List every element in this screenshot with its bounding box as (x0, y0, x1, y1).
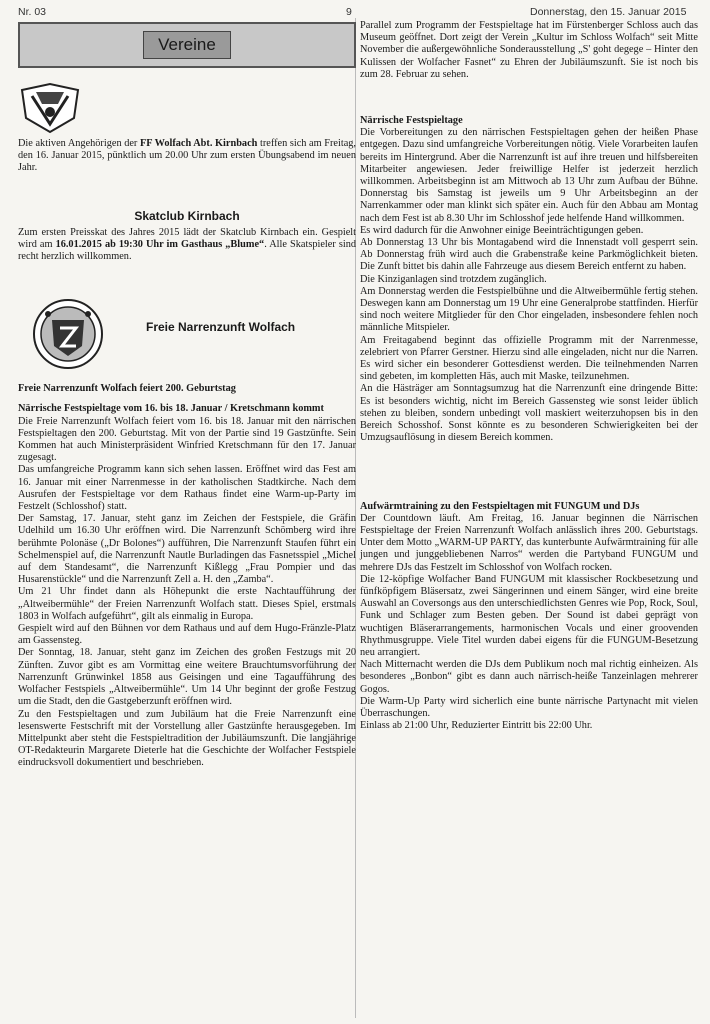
paragraph: Der Sonntag, 18. Januar, steht ganz im Zeichen des großen Festzugs mit 20 Zünften. Zuvor gibt es am Vormittag eine weitere Brauchtumsvorführung der Narrenzunft Grünwinkel 1858 aus Geisingen und eine Tagaufführung des Wolfacher Festspiels „Altweibermühle“. Um 14 Uhr beginnt der große Festzug um die Stadt, den die Gastgeberzunft eröffnen wird. (18, 647, 356, 708)
skatclub-notice (18, 227, 356, 264)
article-body (18, 416, 356, 770)
text-run: . Alle Skatspieler sind recht herzlich willkommen. (18, 238, 356, 263)
paragraph: Das umfangreiche Programm kann sich sehen lassen. Eröffnet wird das Fest am 16. Januar mit einer Narrenmesse in der katholischen Stadtkirche. Nach dem Ausrufen der Festspieltage vor dem Rathaus findet eine Warm-up-Party im Festzelt (Schlosshof) statt. (18, 464, 356, 513)
issue-date: Donnerstag, den 15. Januar 2015 (530, 6, 687, 18)
text-run: 16.01.2015 ab 19:30 Uhr im Gasthaus „Blume“ (55, 238, 265, 250)
narrenzunft-subtitle: Freie Narrenzunft Wolfach feiert 200. Geburtstag (18, 383, 236, 395)
paragraph: Der Samstag, 17. Januar, steht ganz im Zeichen der Festspiele, die Gräfin Udelhild um 16.30 Uhr eröffnen wird. Die Narrenzunft Schömberg wird ihre berühmte Polonäse („Dr Bolones“) aufführen, Die Narrenzunft Staufen führt ein Schelmenspiel auf, die Narrenzunft Nautle Burladingen das Fasnetsspiel „Michel auf dem Standesamt“, die Narrenzunft Kißlegg „Frau Pompier und das Husarenstückle“ und die Narrenzunft Zell a. H. den „Zamba“. (18, 513, 356, 586)
text-run: FF Wolfach Abt. Kirnbach (139, 138, 258, 149)
fungum-heading: Aufwärmtraining zu den Festspieltagen mit FUNGUM und DJs (360, 500, 640, 512)
festspieltage-heading: Närrische Festspieltage (360, 115, 463, 127)
right-column (360, 20, 698, 732)
narrenzunft-emblem-icon (32, 298, 104, 370)
section-title: Vereine (143, 31, 231, 59)
fungum-body (360, 513, 698, 733)
left-column (18, 20, 356, 770)
paragraph: Die 12-köpfige Wolfacher Band FUNGUM mit klassischer Rockbesetzung und fünfköpfigem Bläsersatz, zwei Sängerinnen und einem Sänger, wird eine breite Auswahl an Coversongs aus den unterschiedlichsten Genres wie Pop, Rock, Soul, Funk und Schlager zum Besten geben. Der Sound ist dabei geprägt von wuchtigen Bläserarrangements, harmonischen Vocals und einer groovenden Rhythmusgruppe. Viele Titel wurden dabei eigens für die FUNGUM-Besetzung neu arrangiert. (360, 573, 698, 658)
paragraph: Einlass ab 21:00 Uhr, Reduzierter Eintritt bis 22:00 Uhr. (360, 720, 593, 732)
paragraph: Am Freitagabend beginnt das offizielle Programm mit der Narrenmesse, zelebriert von Pfarrer Gerstner. Hierzu sind alle eingeladen, nicht nur die Narren. Es wird sicher ein besonderer Gottesdienst werden. Die teilnehmenden Narren sind gebeten, im kompletten Häs, auch mit Maske, teilzunehmen. (360, 334, 698, 383)
paragraph: Die Freie Narrenzunft Wolfach feiert vom 16. bis 18. Januar mit den närrischen Festspieltagen den 200. Geburtstag. Mit von der Partie sind 19 Gastzünfte. Sein Kommen hat auch Ministerpräsident Winfried Kretschmann für den 17. Januar zugesagt. (18, 415, 356, 464)
issue-number: Nr. 03 (18, 6, 47, 18)
paragraph: Die Kinziganlagen sind trotzdem zugänglich. (360, 273, 547, 285)
text-run: Die aktiven Angehörigen der (18, 138, 140, 149)
narrenzunft-header (18, 263, 356, 371)
skatclub-title: Skatclub Kirnbach (134, 208, 240, 223)
paragraph: Der Countdown läuft. Am Freitag, 16. Januar beginnen die Närrischen Festspieltage der Freien Narrenzunft Wolfach anlässlich ihres 200. Geburtstags. Unter dem Motto „WARM-UP PARTY, das kunterbunte Aufwärmtraining für alle jungen und junggebliebenen Narros“ werden die Partyband FUNGUM und mehrere DJs das Festzelt im Schlosshof von Wolfach rocken. (360, 512, 698, 573)
paragraph: Es wird dadurch für die Anwohner einige Beeinträchtigungen geben. (360, 224, 644, 236)
text-run: treffen sich am Freitag, den 16. Januar 2015, pünktlich um 20.00 Uhr zum ersten Übungsabend im neuen Jahr. (18, 138, 356, 174)
text-run: Zum ersten Preisskat des Jahres 2015 lädt der Skatclub Kirnbach ein. Gespielt wird am (18, 226, 356, 250)
paragraph: Um 21 Uhr findet dann als Höhepunkt die erste Nachtaufführung der „Altweibermühle“ der Freien Narrenzunft Wolfach statt. Dieses Spiel, erstmals 1803 in Wolfach aufgeführt“, gilt als einmalig in Europa. (18, 586, 356, 622)
section-banner (18, 22, 356, 68)
paragraph: Nach Mitternacht werden die DJs dem Publikum noch mal richtig einheizen. Als besonderes „Bonbon“ gibt es dann auch närrisch-heiße Tanzeinlagen mehrerer Gogos. (360, 659, 698, 695)
article-heading: Närrische Festspieltage vom 16. bis 18. Januar / Kretschmann kommt (18, 403, 324, 415)
fire-brigade-logo (18, 82, 356, 134)
ff-notice (18, 138, 356, 175)
paragraph: Die Vorbereitungen zu den närrischen Festspieltagen gehen der heißen Phase entgegen. Dazu sind umfangreiche Vorbereitungen nötig. Viele Vorarbeiten laufen bereits im Hintergrund. Aber die Narrenzunft ist auf ihre treuen und hilfsbereiten Mitarbeiter angewiesen. Jeder freiwillige Helfer ist jederzeit herzlich willkommen. Arbeitsbeginn ist am Mittwoch ab 13 Uhr zum Aufbau der Bühne. Donnerstag bis Samstag ist jeweils um 9 Uhr Arbeitsbeginn an der Narrenkammer oder man klinkt sich später ein. Auch für den Abbau am Montag nach dem Fest ist ab 8.30 Uhr im Schlosshof jede helfende Hand willkommen. (360, 127, 698, 224)
museum-paragraph: Parallel zum Programm der Festspieltage hat im Fürstenberger Schloss auch das Museum geöffnet. Dort zeigt der Verein „Kultur im Schloss Wolfach“ seit Mitte November die außergewöhnliche Sonderausstellung „S' goht degege – Hinter den Kulissen der Wolfacher Fasnet“ zu Ehren der Jubiläumszunft. Sie ist noch bis zum 28. Februar zu sehen. (360, 20, 698, 80)
festspieltage-body (360, 127, 698, 444)
paragraph: Gespielt wird auf den Bühnen vor dem Rathaus und auf dem Hugo-Fränzle-Platz am Gassensteg. (18, 623, 356, 647)
paragraph: Zu den Festspieltagen und zum Jubiläum hat die Freie Narrenzunft eine lesenswerte Festschrift mit der Vorstellung aller Gastzünfte herausgegeben. Im Mittelpunkt aber steht die Festspieltradition der Jubiläumszunft. Die langjährige OT-Redakteurin Margarete Dieterle hat die Geschichte der Wolfacher Festspiele eindrucksvoll dokumentiert und beschrieben. (18, 708, 356, 769)
paragraph: Ab Donnerstag 13 Uhr bis Montagabend wird die Innenstadt voll gesperrt sein. Ab Donnerstag früh wird auch die Grabenstraße keine Parkmöglichkeit bieten. Die Zunft bittet bis dahin alle Fahrzeuge aus diesem Bereich entfernt zu haben. (360, 237, 698, 273)
narrenzunft-title: Freie Narrenzunft Wolfach (146, 320, 296, 335)
paragraph: Die Warm-Up Party wird sicherlich eine bunte närrische Partynacht mit vielen Überraschungen. (360, 695, 698, 719)
paragraph: Am Donnerstag werden die Festspielbühne und die Altweibermühle fertig stehen. Deswegen kann am Donnerstag um 19 Uhr eine Generalprobe stattfinden. Hierfür sind noch weitere Mitglieder für den Chor eingeladen, insbesondere fehlen noch männliche Mitspieler. (360, 285, 698, 334)
paragraph: An die Hästräger am Sonntagsumzug hat die Narrenzunft eine dringende Bitte: Es ist besonders wichtig, nicht im Bereich Gassensteg wie sonst leider üblich stehen zu bleiben, sondern unbedingt voll maskiert weiterzuhopsen bis in den Bereich Schosshof. Sonst könnte es zu besonderen Schwierigkeiten bei der Umzugsauflösung in diesem Bereich kommen. (360, 383, 698, 444)
page-number: 9 (346, 6, 352, 18)
